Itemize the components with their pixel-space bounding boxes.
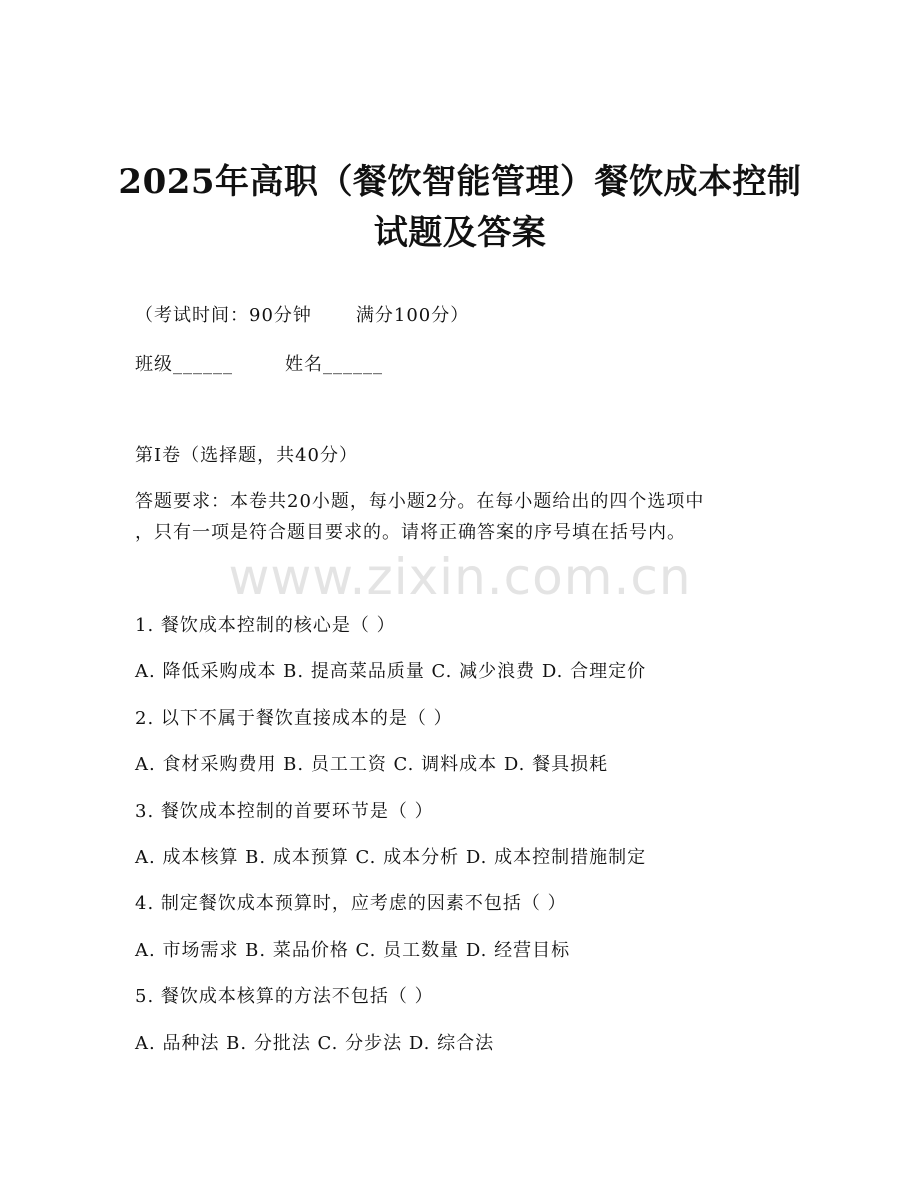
document-title-line1: 2025年高职（餐饮智能管理）餐饮成本控制 bbox=[118, 162, 802, 202]
instruction-line-1: 答题要求：本卷共20小题，每小题2分。在每小题给出的四个选项中 bbox=[135, 491, 705, 512]
question-stem: 2. 以下不属于餐饮直接成本的是（ ） bbox=[135, 708, 453, 729]
question-stem: 4. 制定餐饮成本预算时，应考虑的因素不包括（ ） bbox=[135, 893, 567, 914]
question-options: A. 市场需求 B. 菜品价格 C. 员工数量 D. 经营目标 bbox=[135, 940, 571, 961]
question-options: A. 降低采购成本 B. 提高菜品质量 C. 减少浪费 D. 合理定价 bbox=[135, 661, 647, 682]
question-options: A. 食材采购费用 B. 员工工资 C. 调料成本 D. 餐具损耗 bbox=[135, 754, 609, 775]
question-stem: 3. 餐饮成本控制的首要环节是（ ） bbox=[135, 801, 434, 822]
question-stem: 5. 餐饮成本核算的方法不包括（ ） bbox=[135, 986, 434, 1007]
question-stem: 1. 餐饮成本控制的核心是（ ） bbox=[135, 615, 396, 636]
exam-time: （考试时间：90分钟 bbox=[135, 305, 312, 326]
exam-full-score: 满分100分） bbox=[355, 305, 470, 326]
watermark: www.zixin.com.cn bbox=[228, 548, 692, 606]
name-field: 姓名______ bbox=[285, 354, 383, 375]
question-options: A. 品种法 B. 分批法 C. 分步法 D. 综合法 bbox=[135, 1033, 495, 1054]
exam-info bbox=[135, 301, 469, 327]
class-field: 班级______ bbox=[135, 354, 233, 375]
section-heading: 第I卷（选择题，共40分） bbox=[135, 445, 359, 466]
instruction-line-2: ，只有一项是符合题目要求的。请将正确答案的序号填在括号内。 bbox=[135, 522, 686, 543]
student-info bbox=[135, 350, 383, 376]
document-title-line2: 试题及答案 bbox=[373, 213, 547, 253]
question-options: A. 成本核算 B. 成本预算 C. 成本分析 D. 成本控制措施制定 bbox=[135, 847, 647, 868]
